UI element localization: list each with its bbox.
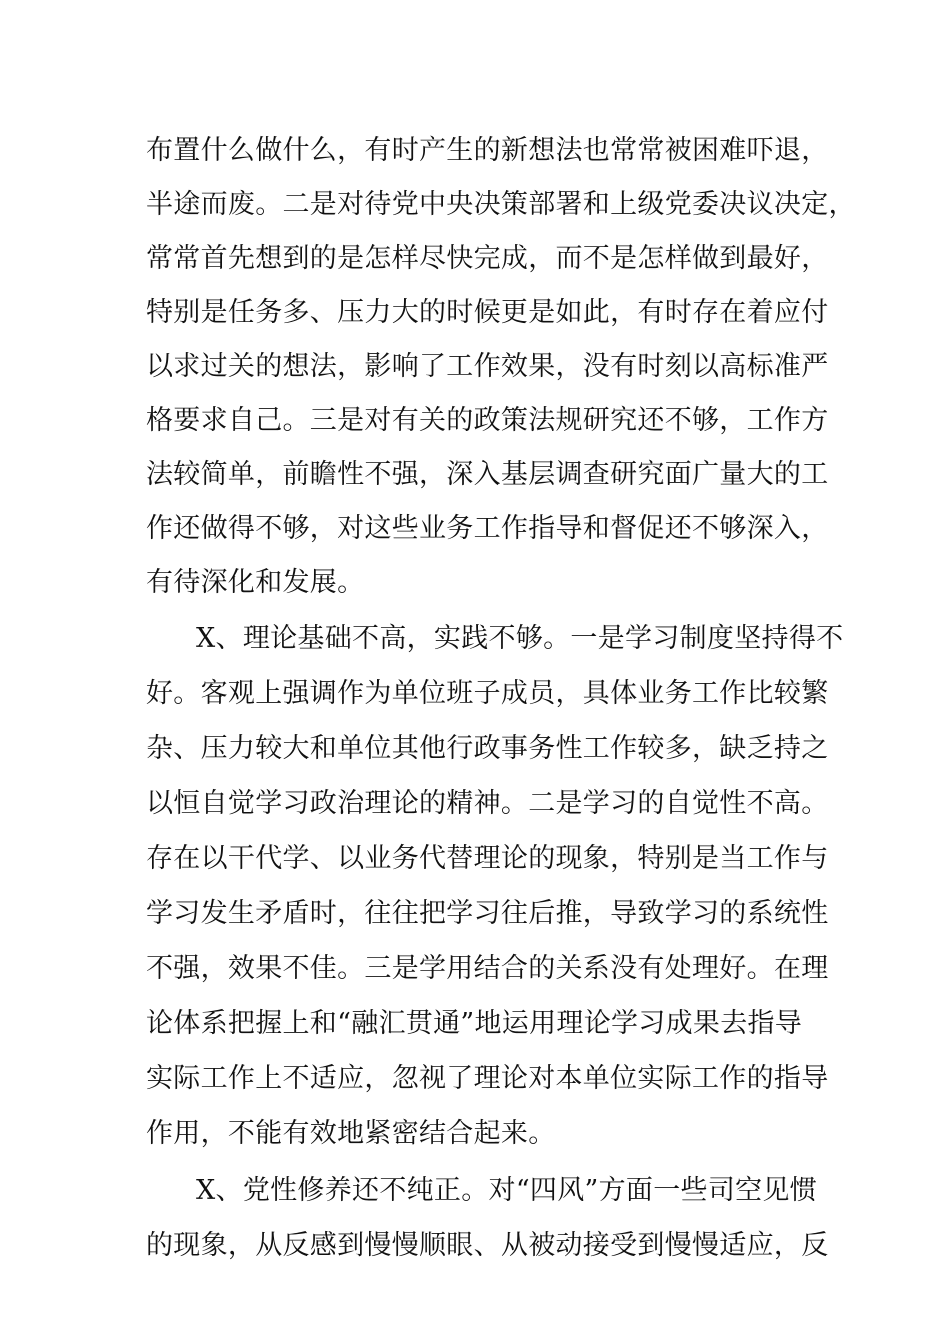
text-line: 半途而废。二是对待党中央决策部署和上级党委决议决定， — [146, 189, 856, 220]
text-line: 有待深化和发展。 — [146, 567, 365, 598]
text-line: 法较简单，前瞻性不强，深入基层调查研究面广量大的工 — [146, 459, 829, 490]
text-line: 特别是任务多、压力大的时候更是如此，有时存在着应付 — [146, 297, 829, 328]
paragraph-heading-line: X、党性修养还不纯正。对“四风”方面一些司空见惯 — [196, 1175, 818, 1206]
text-line: 布置什么做什么，有时产生的新想法也常常被困难吓退， — [146, 135, 829, 166]
text-line: 学习发生矛盾时，往往把学习往后推，导致学习的系统性 — [146, 898, 829, 929]
text-line: 格要求自己。三是对有关的政策法规研究还不够，工作方 — [146, 405, 829, 436]
text-line: 作用，不能有效地紧密结合起来。 — [146, 1118, 556, 1149]
text-line: 好。客观上强调作为单位班子成员，具体业务工作比较繁 — [146, 678, 829, 709]
text-line: 论体系把握上和“融汇贯通”地运用理论学习成果去指导 — [146, 1008, 803, 1039]
text-line: 以求过关的想法，影响了工作效果，没有时刻以高标准严 — [146, 351, 829, 382]
text-line: 常常首先想到的是怎样尽快完成，而不是怎样做到最好， — [146, 243, 829, 274]
paragraph-heading-line: X、理论基础不高，实践不够。一是学习制度坚持得不 — [196, 623, 844, 654]
text-line: 以恒自觉学习政治理论的精神。二是学习的自觉性不高。 — [146, 788, 829, 819]
text-line: 杂、压力较大和单位其他行政事务性工作较多，缺乏持之 — [146, 733, 829, 764]
text-line: 实际工作上不适应，忽视了理论对本单位实际工作的指导 — [146, 1063, 829, 1094]
text-line: 的现象，从反感到慢慢顺眼、从被动接受到慢慢适应，反 — [146, 1230, 829, 1261]
text-line: 作还做得不够，对这些业务工作指导和督促还不够深入， — [146, 513, 829, 544]
text-line: 不强，效果不佳。三是学用结合的关系没有处理好。在理 — [146, 953, 829, 984]
text-line: 存在以干代学、以业务代替理论的现象，特别是当工作与 — [146, 843, 829, 874]
